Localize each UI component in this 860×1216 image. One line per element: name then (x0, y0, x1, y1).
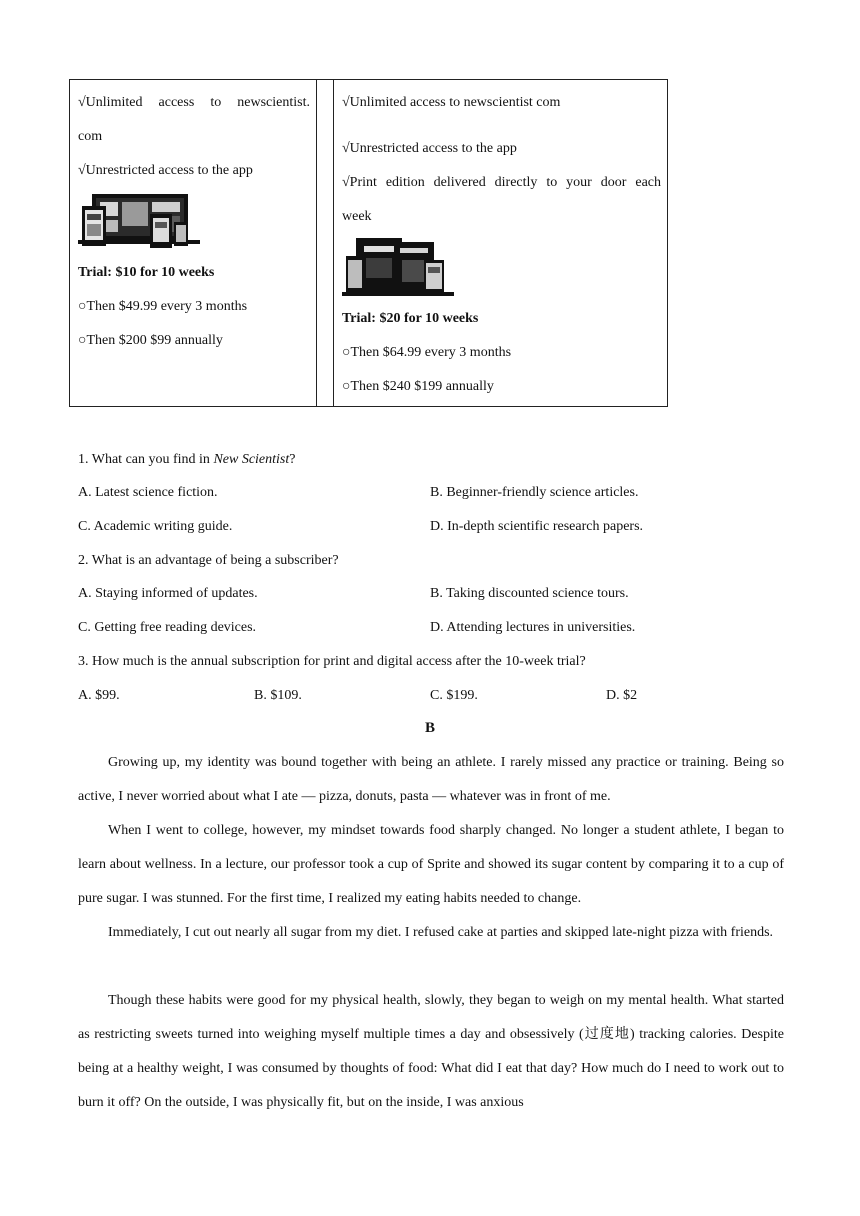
paragraph-2-text: When I went to college, however, my mindset towards food sharply changed. No longer a student athlete, I began to learn about wellness. In a lecture, our professor took a cup of Sprite and showed its sugar content by comparing it to a cup of pure sugar. I was stunned. For the first time, I realized my eating habits needed to change. (78, 823, 784, 906)
digital-annual-price: ○Then $200 $99 annually (78, 333, 223, 348)
question-1-mark: ? (289, 452, 296, 467)
q2-option-d[interactable]: D. Attending lectures in universities. (430, 620, 636, 635)
q2-option-c[interactable]: C. Getting free reading devices. (78, 620, 257, 635)
question-1-title-italic: New Scientist (213, 452, 290, 467)
subscription-plans-table (69, 79, 668, 407)
digital-benefit-website-line2: com (78, 129, 103, 144)
paragraph-3-text: Immediately, I cut out nearly all sugar from my diet. I refused cake at parties and skipped late-night pizza with friends. (108, 925, 774, 940)
q1-option-c[interactable]: C. Academic writing guide. (78, 519, 233, 534)
q1-option-d[interactable]: D. In-depth scientific research papers. (430, 519, 644, 534)
section-b-heading: B (424, 720, 435, 736)
print-benefit-app: √Unrestricted access to the app (342, 141, 517, 156)
print-quarterly-price: ○Then $64.99 every 3 months (342, 345, 512, 360)
question-1-text: 1. What can you find in (78, 452, 214, 467)
q2-option-a[interactable]: A. Staying informed of updates. (78, 586, 258, 601)
q3-option-c[interactable]: C. $199. (430, 688, 478, 703)
q3-option-d[interactable]: D. $2 (606, 688, 638, 703)
digital-benefit-website-line1: √Unlimited access to newscientist. (78, 95, 310, 110)
table-divider-column (316, 80, 334, 406)
q3-option-b[interactable]: B. $109. (254, 688, 302, 703)
digital-trial-price: Trial: $10 for 10 weeks (78, 265, 215, 280)
q3-option-a[interactable]: A. $99. (78, 688, 120, 703)
q2-option-b[interactable]: B. Taking discounted science tours. (430, 586, 629, 601)
digital-quarterly-price: ○Then $49.99 every 3 months (78, 299, 248, 314)
question-2: 2. What is an advantage of being a subscriber? (78, 553, 339, 568)
print-trial-price: Trial: $20 for 10 weeks (342, 311, 479, 326)
print-annual-price: ○Then $240 $199 annually (342, 379, 494, 394)
passage-paragraph-2 (78, 814, 784, 916)
print-benefit-delivery-line2: week (342, 209, 372, 224)
passage-paragraph-1 (78, 746, 784, 814)
print-digital-plan-cell (334, 80, 667, 406)
question-3: 3. How much is the annual subscription for print and digital access after the 10-week trial? (78, 654, 586, 669)
digital-benefit-app: √Unrestricted access to the app (78, 163, 253, 178)
print-magazine-image (342, 236, 454, 298)
digital-devices-image (78, 192, 200, 252)
print-benefit-delivery-line1: √Print edition delivered directly to your door each (342, 175, 661, 190)
passage-paragraph-3 (78, 916, 784, 950)
print-benefit-website: √Unlimited access to newscientist com (342, 95, 561, 110)
digital-plan-cell (70, 80, 317, 406)
q1-option-a[interactable]: A. Latest science fiction. (78, 485, 218, 500)
q1-option-b[interactable]: B. Beginner-friendly science articles. (430, 485, 639, 500)
passage-paragraph-4 (78, 984, 784, 1120)
question-1 (78, 450, 295, 470)
paragraph-4-text: Though these habits were good for my physical health, slowly, they began to weigh on my mental health. What started as restricting sweets turned into weighing myself multiple times a day and obsessively (过度地) tracking calories. Despite being at a healthy weight, I was consumed by thoughts of food: What did I eat that day? How much do I need to work out to burn it off? On the outside, I was physically fit, but on the inside, I was anxious (78, 993, 784, 1110)
paragraph-1-text: Growing up, my identity was bound together with being an athlete. I rarely missed any practice or training. Being so active, I never worried about what I ate — pizza, donuts, pasta — whatever was in front of me. (78, 755, 784, 804)
